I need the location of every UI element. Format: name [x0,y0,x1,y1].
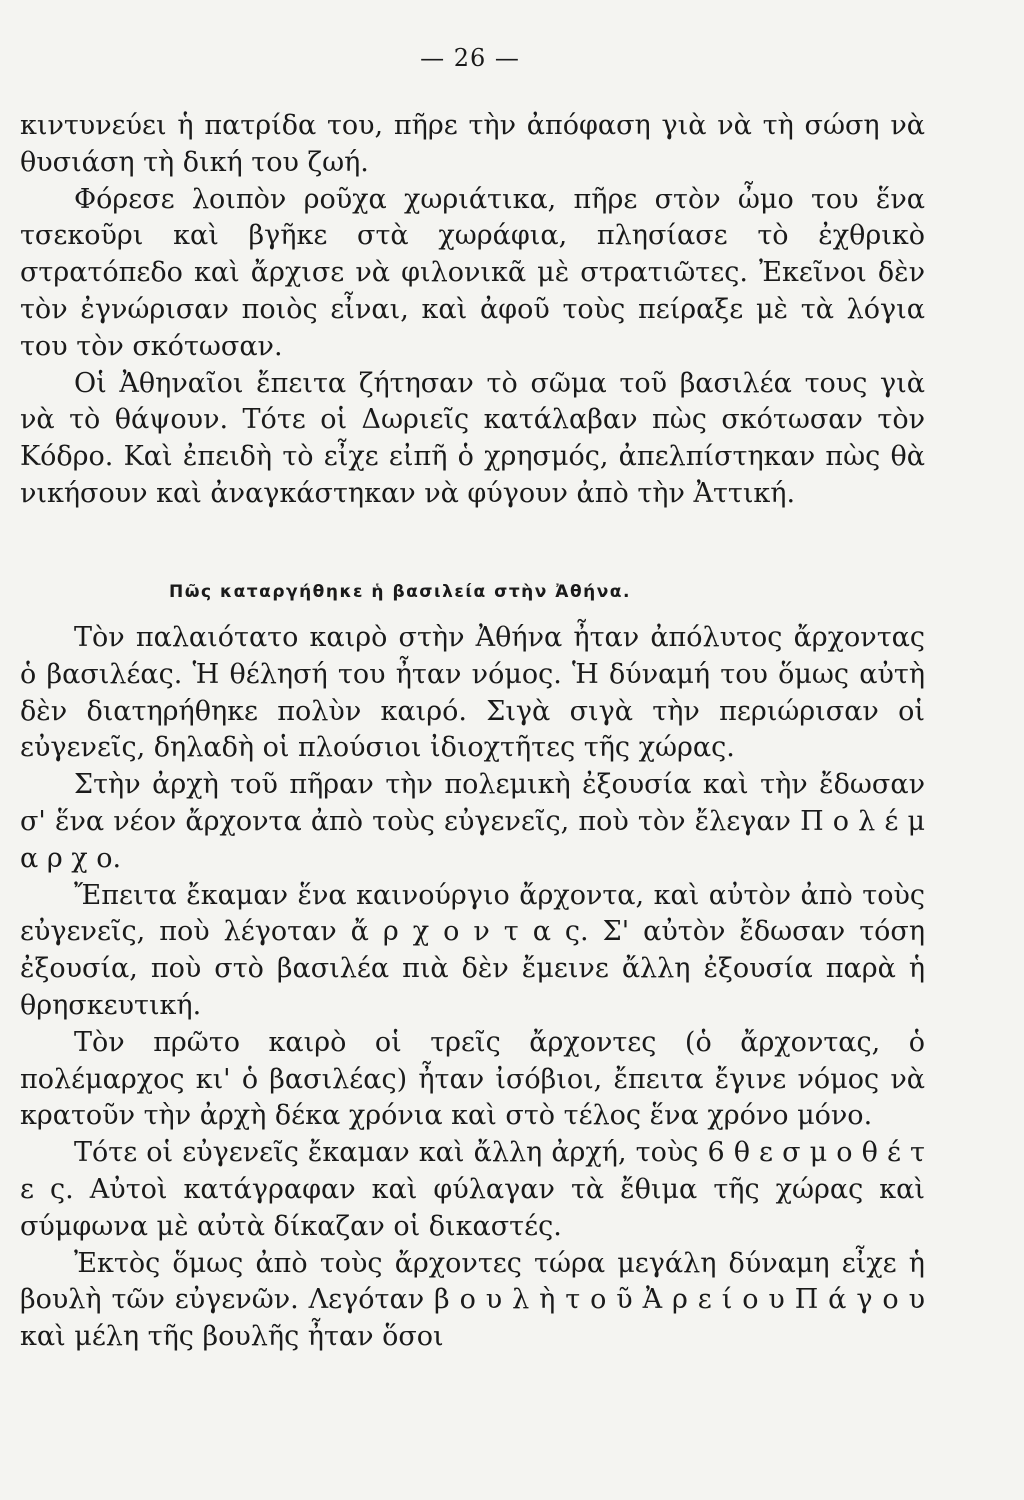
paragraph: Φόρεσε λοιπὸν ροῦχα χωριάτικα, πῆρε στὸν ὦμο του ἕνα τσεκοῦρι καὶ βγῆκε στὰ χωράφια, πλησίασε τὸ ἐχθρικὸ στρατόπεδο καὶ ἄρχισε νὰ φιλονικᾶ μὲ στρατιῶτες. Ἐκεῖνοι δὲν τὸν ἐγνώρισαν ποιὸς εἶναι, καὶ ἀφοῦ τοὺς πείραξε μὲ τὰ λόγια του τὸν σκότωσαν. [20,183,925,362]
text-block-top [20,108,925,513]
paragraph: Ἔπειτα ἔκαμαν ἕνα καινούργιο ἄρχοντα, καὶ αὐτὸν ἀπὸ τοὺς εὐγενεῖς, ποὺ λέγοταν ἄ ρ χ ο ν τ α ς. Σ' αὐτὸν ἔδωσαν τόση ἐξουσία, ποὺ στὸ βασιλέα πιὰ δὲν ἔμεινε ἄλλη ἐξουσία παρὰ ἡ θρησκευτική. [20,879,925,1021]
paragraph: Ἐκτὸς ὅμως ἀπὸ τοὺς ἄρχοντες τώρα μεγάλη δύναμη εἶχε ἡ βουλὴ τῶν εὐγενῶν. Λεγόταν β ο υ λ ὴ τ ο ῦ Ἀ ρ ε ί ο υ Π ά γ ο υ καὶ μέλη τῆς βουλῆς ἦταν ὅσοι [20,1247,925,1353]
section-heading: Πῶς καταργήθηκε ἡ βασιλεία στὴν Ἀθήνα. [169,582,631,602]
paragraph: Τότε οἱ εὐγενεῖς ἔκαμαν καὶ ἄλλη ἀρχή, τοὺς 6 θ ε σ μ ο θ έ τ ε ς. Αὐτοὶ κατάγραφαν καὶ φύλαγαν τὰ ἔθιμα τῆς χώρας καὶ σύμφωνα μὲ αὐτὰ δίκαζαν οἱ δικαστές. [20,1137,925,1242]
paragraph: Οἱ Ἀθηναῖοι ἔπειτα ζήτησαν τὸ σῶμα τοῦ βασιλέα τους γιὰ νὰ τὸ θάψουν. Τότε οἱ Δωριεῖς κατάλαβαν πὼς σκότωσαν τὸν Κόδρο. Καὶ ἐπειδὴ τὸ εἶχε εἰπῆ ὁ χρησμός, ἀπελπίστηκαν πὼς θὰ νικήσουν καὶ ἀναγκάστηκαν νὰ φύγουν ἀπὸ τὴν Ἀττική. [20,367,925,509]
paragraph-continued: κιντυνεύει ἡ πατρίδα του, πῆρε τὴν ἀπόφαση γιὰ νὰ τὴ σώση νὰ θυσιάση τὴ δική του ζωή. [20,110,925,178]
paragraph: Τὸν παλαιότατο καιρὸ στὴν Ἀθήνα ἦταν ἀπόλυτος ἄρχοντας ὁ βασιλέας. Ἡ θέλησή του ἦταν νόμος. Ἡ δύναμή του ὅμως αὐτὴ δὲν διατηρήθηκε πολὺν καιρό. Σιγὰ σιγὰ τὴν περιώρισαν οἱ εὐγενεῖς, δηλαδὴ οἱ πλούσιοι ἰδιοχτῆτες τῆς χώρας. [20,622,925,764]
paragraph: Τὸν πρῶτο καιρὸ οἱ τρεῖς ἄρχοντες (ὁ ἄρχοντας, ὁ πολέμαρχος κι' ὁ βασιλέας) ἦταν ἰσόβιοι, ἔπειτα ἔγινε νόμος νὰ κρατοῦν τὴν ἀρχὴ δέκα χρόνια καὶ στὸ τέλος ἕνα χρόνο μόνο. [20,1026,925,1132]
page-number: — 26 — [420,44,520,72]
paragraph: Στὴν ἀρχὴ τοῦ πῆραν τὴν πολεμικὴ ἐξουσία καὶ τὴν ἔδωσαν σ' ἕνα νέον ἄρχοντα ἀπὸ τοὺς εὐγενεῖς, ποὺ τὸν ἔλεγαν Π ο λ έ μ α ρ χ ο. [20,769,925,874]
text-block-main [20,620,925,1356]
